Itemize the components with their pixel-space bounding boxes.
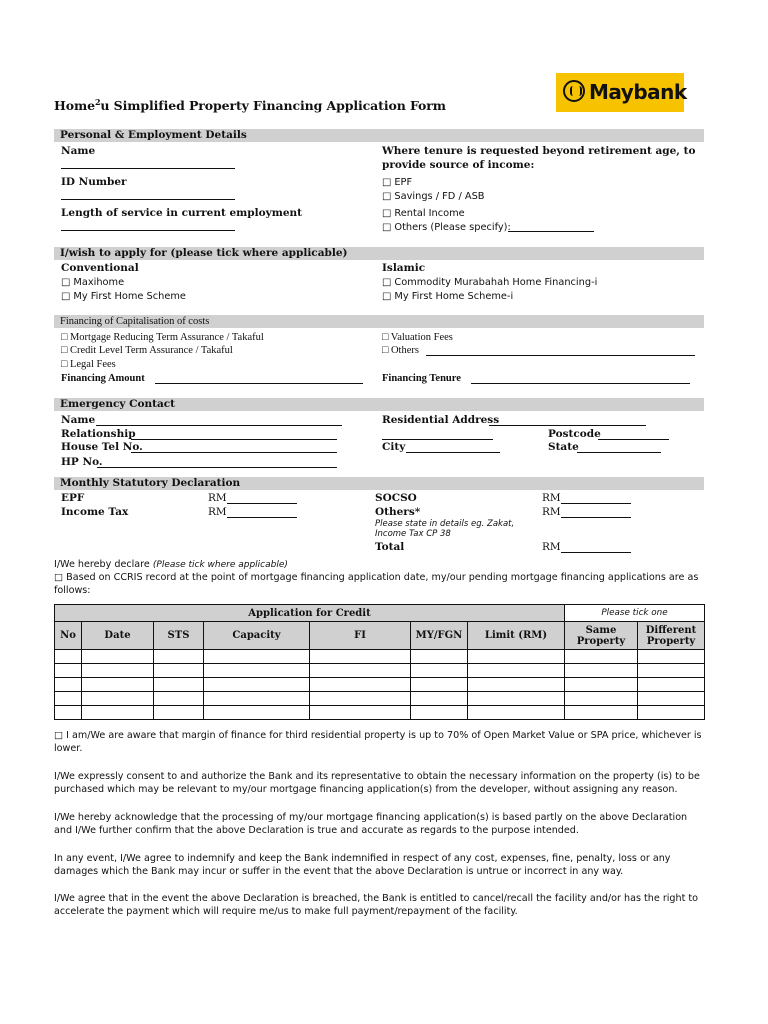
- city-label: City: [382, 441, 406, 453]
- savings-checkbox[interactable]: □ Savings / FD / ASB: [382, 191, 485, 202]
- state-label: State: [548, 441, 579, 453]
- col-date: Date: [82, 622, 154, 650]
- financing-tenure-input[interactable]: [471, 374, 690, 384]
- col-fi: FI: [310, 622, 411, 650]
- islamic-label: Islamic: [382, 262, 426, 274]
- please-tick-header: Please tick one: [565, 605, 705, 622]
- tenure-question-1: Where tenure is requested beyond retirement age, to: [382, 145, 696, 157]
- consent-paragraph: I/We expressly consent to and authorize the Bank and its representative to obtain the necessary information on the property (is) to be purchased which may be relevant to my/our mortgage financing application(s) from the developer, without assigning any reason.: [54, 771, 700, 795]
- mrta-checkbox[interactable]: □ Mortgage Reducing Term Assurance / Takaful: [61, 332, 264, 343]
- state-input[interactable]: [577, 443, 661, 453]
- breach-paragraph: I/We agree that in the event the above Declaration is breached, the Bank is entitled to cancel/recall the facility and/or has the right to accelerate the payment which will require me/us to make full payment/repayment of the facility.: [54, 893, 699, 917]
- table-row[interactable]: [55, 664, 705, 678]
- col-limit: Limit (RM): [468, 622, 565, 650]
- col-sts: STS: [154, 622, 204, 650]
- city-input[interactable]: [406, 443, 500, 453]
- total-amount-input[interactable]: [561, 543, 631, 553]
- rental-income-checkbox[interactable]: □ Rental Income: [382, 208, 465, 219]
- financing-amount-label: Financing Amount: [61, 373, 145, 384]
- postcode-label: Postcode: [548, 428, 601, 440]
- others-specify-checkbox[interactable]: □ Others (Please specify):: [382, 222, 511, 233]
- section-statutory-heading: Monthly Statutory Declaration: [54, 477, 704, 490]
- residential-address-input[interactable]: [489, 416, 646, 426]
- commodity-murabahah-checkbox[interactable]: □ Commodity Murabahah Home Financing-i: [382, 277, 598, 288]
- acknowledge-paragraph: I/We hereby acknowledge that the processing of my/our mortgage financing application(s) is based partly on the above Declaration and I/We further confirm that the above Declaration is true and accurate as regards to the purpose intended.: [54, 812, 688, 836]
- col-no: No: [55, 622, 82, 650]
- income-tax-label: Income Tax: [61, 506, 129, 518]
- tenure-question-2: provide source of income:: [382, 159, 535, 171]
- length-service-label: Length of service in current employment: [61, 207, 302, 219]
- table-row[interactable]: [55, 678, 705, 692]
- col-different-property: Different Property: [638, 622, 705, 650]
- total-rm-label: RM: [542, 541, 561, 553]
- col-same-property: Same Property: [565, 622, 638, 650]
- postcode-input[interactable]: [598, 430, 669, 440]
- total-label: Total: [375, 541, 405, 553]
- name-input[interactable]: [61, 159, 235, 169]
- section-financing-heading: Financing of Capitalisation of costs: [54, 315, 704, 328]
- emergency-name-input[interactable]: [96, 416, 342, 426]
- address-line2-input[interactable]: [382, 430, 493, 440]
- table-row[interactable]: [55, 650, 705, 664]
- house-tel-input[interactable]: [131, 443, 337, 453]
- stat-epf-label: EPF: [61, 492, 85, 504]
- epf-rm-label: RM: [208, 492, 227, 504]
- section-emergency-heading: Emergency Contact: [54, 398, 704, 411]
- conventional-label: Conventional: [61, 262, 139, 274]
- logo-text: Maybank: [589, 80, 687, 104]
- relationship-label: Relationship: [61, 428, 136, 440]
- name-label: Name: [61, 145, 96, 157]
- socso-label: SOCSO: [375, 492, 417, 504]
- income-tax-amount-input[interactable]: [227, 508, 297, 518]
- table-title: Application for Credit: [55, 605, 565, 622]
- section-apply-heading: I/wish to apply for (please tick where applicable): [54, 247, 704, 260]
- margin-finance-checkbox[interactable]: □ I am/We are aware that margin of finance for third residential property is up to 70% of Open Market Value or SPA price, whichever is lower.: [54, 730, 702, 754]
- col-capacity: Capacity: [204, 622, 310, 650]
- legal-fees-checkbox[interactable]: □ Legal Fees: [61, 359, 116, 370]
- my-first-home-checkbox[interactable]: □ My First Home Scheme: [61, 291, 186, 302]
- table-row[interactable]: [55, 692, 705, 706]
- maxihome-checkbox[interactable]: □ Maxihome: [61, 277, 125, 288]
- emergency-name-label: Name: [61, 414, 96, 426]
- id-number-label: ID Number: [61, 176, 127, 188]
- ccris-checkbox[interactable]: □ Based on CCRIS record at the point of mortgage financing application date, my/our pending mortgage financing applications are as follows:: [54, 572, 699, 596]
- clta-checkbox[interactable]: □ Credit Level Term Assurance / Takaful: [61, 345, 233, 356]
- col-my-fgn: MY/FGN: [411, 622, 468, 650]
- hp-label: HP No.: [61, 456, 103, 468]
- residential-address-label: Residential Address: [382, 414, 500, 426]
- others-note: Please state in details eg. Zakat, Income Tax CP 38: [375, 519, 515, 539]
- others-statutory-label: Others*: [375, 506, 421, 518]
- id-number-input[interactable]: [61, 190, 235, 200]
- house-tel-label: House Tel No.: [61, 441, 143, 453]
- application-credit-table: [54, 604, 705, 720]
- others-amount-input[interactable]: [561, 508, 631, 518]
- form-title: Home$^2$u Simplified Property Financing Application Form: [54, 97, 446, 114]
- hp-input[interactable]: [97, 458, 337, 468]
- financing-others-input[interactable]: [426, 346, 695, 356]
- relationship-input[interactable]: [131, 430, 337, 440]
- financing-tenure-label: Financing Tenure: [382, 373, 461, 384]
- length-service-input[interactable]: [61, 221, 235, 231]
- others-rm-label: RM: [542, 506, 561, 518]
- income-tax-rm-label: RM: [208, 506, 227, 518]
- my-first-home-i-checkbox[interactable]: □ My First Home Scheme-i: [382, 291, 514, 302]
- declare-intro: I/We hereby declare (Please tick where applicable): [54, 559, 288, 570]
- epf-checkbox[interactable]: □ EPF: [382, 177, 413, 188]
- section-personal-heading: Personal & Employment Details: [54, 129, 704, 142]
- financing-amount-input[interactable]: [155, 374, 363, 384]
- others-specify-input[interactable]: [508, 222, 594, 232]
- table-row[interactable]: [55, 706, 705, 720]
- socso-amount-input[interactable]: [561, 494, 631, 504]
- tiger-emblem-icon: [563, 80, 585, 102]
- indemnify-paragraph: In any event, I/We agree to indemnify and keep the Bank indemnified in respect of any cost, expenses, fine, penalty, loss or any damages which the Bank may incur or suffer in the event that the above Declaration is untrue or incorrect in any way.: [54, 853, 671, 877]
- maybank-logo: [556, 73, 687, 112]
- socso-rm-label: RM: [542, 492, 561, 504]
- financing-others-checkbox[interactable]: □ Others: [382, 345, 419, 356]
- valuation-fees-checkbox[interactable]: □ Valuation Fees: [382, 332, 453, 343]
- epf-amount-input[interactable]: [227, 494, 297, 504]
